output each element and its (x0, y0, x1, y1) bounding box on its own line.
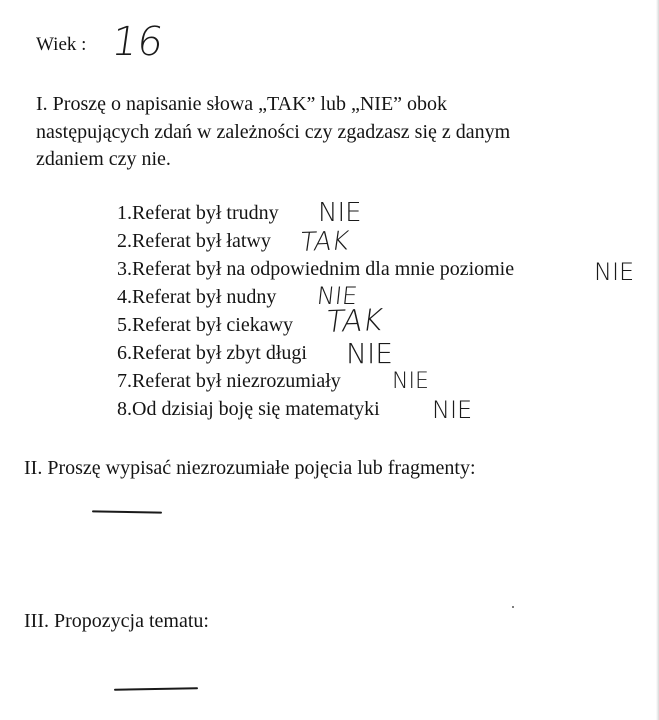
answer-3: NIE (594, 258, 635, 286)
answer-7: NIE (392, 369, 429, 394)
age-value: 16 (108, 19, 167, 65)
answer-line-3 (114, 687, 198, 690)
answer-5: TAK (323, 302, 385, 341)
statement-3: 3.Referat był na odpowiednim dla mnie poziomie (117, 258, 515, 280)
answer-2: TAK (297, 226, 351, 259)
statement-1: 1.Referat był trudny (117, 202, 279, 224)
section-1-heading-line-1: I. Proszę o napisanie słowa „TAK” lub „NIE” obok (36, 93, 448, 115)
statement-4: 4.Referat był nudny (117, 286, 277, 308)
statement-6: 6.Referat był zbyt długi (117, 342, 307, 364)
statement-8: 8.Od dzisiaj boję się matematyki (117, 398, 380, 420)
section-2-heading: II. Proszę wypisać niezrozumiałe pojęcia lub fragmenty: (24, 457, 476, 479)
answer-6: NIE (346, 337, 393, 370)
answer-8: NIE (432, 396, 473, 424)
answer-4: NIE (315, 282, 359, 310)
answer-line-2 (92, 510, 162, 513)
paper-speck (512, 606, 514, 608)
section-1-heading-line-3: zdaniem czy nie. (36, 148, 171, 170)
statement-5: 5.Referat był ciekawy (117, 314, 294, 336)
section-1-heading-line-2: następujących zdań w zależności czy zgadzasz się z danym (36, 121, 511, 143)
answer-1: NIE (318, 198, 362, 228)
section-3-heading: III. Propozycja tematu: (24, 610, 209, 632)
age-label: Wiek : (36, 34, 87, 55)
statement-2: 2.Referat był łatwy (117, 230, 271, 252)
statement-7: 7.Referat był niezrozumiały (117, 370, 341, 392)
